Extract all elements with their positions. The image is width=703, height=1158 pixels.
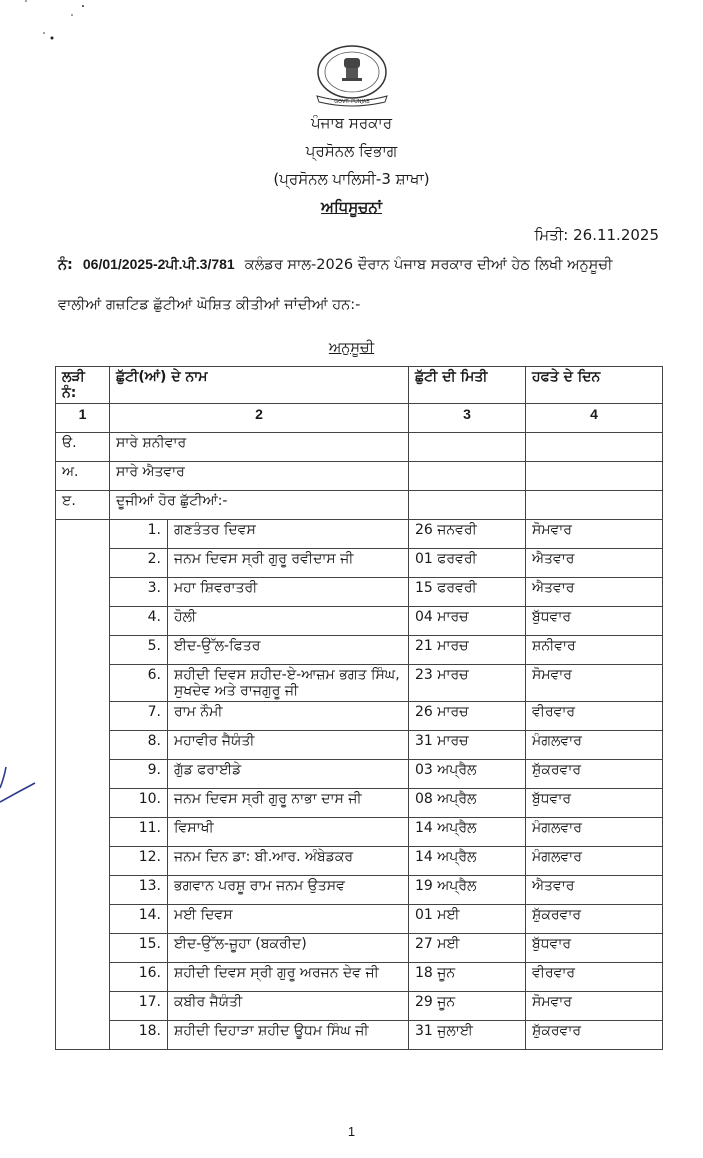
schedule-title: ਅਨੁਸੂਚੀ [328, 340, 375, 356]
holiday-row [56, 905, 663, 934]
svg-text:GOVT. PUNJAB: GOVT. PUNJAB [334, 99, 370, 105]
holiday-weekday: ਵੀਰਵਾਰ [526, 702, 663, 731]
group-name: ਦੂਜੀਆਂ ਹੋਰ ਛੁੱਟੀਆਂ:- [110, 491, 409, 520]
holiday-weekday: ਬੁੱਧਵਾਰ [526, 607, 663, 636]
group-date [409, 433, 526, 462]
holiday-number: 6. [110, 665, 168, 702]
holiday-weekday: ਐਤਵਾਰ [526, 578, 663, 607]
branch-name: (ਪ੍ਰਸੋਨਲ ਪਾਲਿਸੀ-3 ਸ਼ਾਖਾ) [273, 170, 430, 188]
holiday-weekday: ਮੰਗਲਵਾਰ [526, 847, 663, 876]
holiday-name: ਈਦ-ਉੱਲ-ਜ਼ੂਹਾ (ਬਕਰੀਦ) [168, 934, 409, 963]
reference-number: 06/01/2025-2ਪੀ.ਪੀ.3/781 [82, 256, 235, 272]
holiday-number: 17. [110, 992, 168, 1021]
holiday-date: 31 ਮਾਰਚ [409, 731, 526, 760]
table-header-row [56, 367, 663, 404]
holiday-weekday: ਬੁੱਧਵਾਰ [526, 934, 663, 963]
holiday-name: ਕਬੀਰ ਜੈਯੰਤੀ [168, 992, 409, 1021]
holiday-row [56, 934, 663, 963]
holiday-weekday: ਸ਼ੁੱਕਰਵਾਰ [526, 1021, 663, 1050]
holiday-weekday: ਵੀਰਵਾਰ [526, 963, 663, 992]
holiday-date: 19 ਅਪ੍ਰੈਲ [409, 876, 526, 905]
holiday-weekday: ਸ਼ੁੱਕਰਵਾਰ [526, 760, 663, 789]
holiday-name: ਵਿਸਾਖੀ [168, 818, 409, 847]
number-label: ਨੰ: [58, 257, 73, 273]
holiday-row [56, 549, 663, 578]
column-number-row [56, 404, 663, 433]
holiday-name: ਗੁੱਡ ਫਰਾਈਡੇ [168, 760, 409, 789]
holiday-number: 7. [110, 702, 168, 731]
notice-title: ਅਧਿਸੂਚਨਾਂ [321, 198, 382, 216]
holiday-date: 01 ਫਰਵਰੀ [409, 549, 526, 578]
group-day [526, 462, 663, 491]
government-name: ਪੰਜਾਬ ਸਰਕਾਰ [311, 114, 392, 132]
holiday-number: 14. [110, 905, 168, 934]
holiday-date: 04 ਮਾਰਚ [409, 607, 526, 636]
header-date: ਛੁੱਟੀ ਦੀ ਮਿਤੀ [409, 367, 526, 404]
holiday-number: 2. [110, 549, 168, 578]
holiday-row [56, 992, 663, 1021]
page-number: 1 [347, 1124, 356, 1139]
holiday-name: ਸ਼ਹੀਦੀ ਦਿਵਸ ਸ੍ਰੀ ਗੁਰੂ ਅਰਜਨ ਦੇਵ ਜੀ [168, 963, 409, 992]
header-serial: ਲੜੀ ਨੰ: [56, 367, 110, 404]
group-date [409, 462, 526, 491]
holiday-date: 14 ਅਪ੍ਰੈਲ [409, 847, 526, 876]
holiday-weekday: ਮੰਗਲਵਾਰ [526, 731, 663, 760]
holiday-number: 13. [110, 876, 168, 905]
column-number: 3 [409, 404, 526, 433]
holiday-row [56, 760, 663, 789]
group-name: ਸਾਰੇ ਸ਼ਨੀਵਾਰ [110, 433, 409, 462]
handwritten-signature-mark [0, 740, 40, 810]
holiday-row [56, 578, 663, 607]
government-emblem-seal [297, 44, 407, 110]
group-label: ਅ. [56, 462, 110, 491]
holiday-date: 03 ਅਪ੍ਰੈਲ [409, 760, 526, 789]
holiday-number: 10. [110, 789, 168, 818]
header-holiday-name: ਛੁੱਟੀ(ਆਂ) ਦੇ ਨਾਮ [110, 367, 409, 404]
holiday-date: 01 ਮਈ [409, 905, 526, 934]
holiday-weekday: ਐਤਵਾਰ [526, 876, 663, 905]
holiday-row [56, 731, 663, 760]
group-day [526, 491, 663, 520]
holiday-date: 26 ਮਾਰਚ [409, 702, 526, 731]
department-name: ਪ੍ਰਸੋਨਲ ਵਿਭਾਗ [305, 142, 398, 160]
holiday-date: 31 ਜੁਲਾਈ [409, 1021, 526, 1050]
holiday-name: ਈਦ-ਉੱਲ-ਫਿਤਰ [168, 636, 409, 665]
holiday-row [56, 876, 663, 905]
holiday-name: ਜਨਮ ਦਿਵਸ ਸ੍ਰੀ ਗੁਰੂ ਨਾਭਾ ਦਾਸ ਜੀ [168, 789, 409, 818]
holiday-number: 11. [110, 818, 168, 847]
holiday-number: 5. [110, 636, 168, 665]
holiday-name: ਭਗਵਾਨ ਪਰਸ਼ੂ ਰਾਮ ਜਨਮ ਉਤਸਵ [168, 876, 409, 905]
group-name: ਸਾਰੇ ਐਤਵਾਰ [110, 462, 409, 491]
holiday-weekday: ਸ਼ੁੱਕਰਵਾਰ [526, 905, 663, 934]
group-row [56, 491, 663, 520]
holiday-table [55, 366, 663, 1050]
holiday-weekday: ਐਤਵਾਰ [526, 549, 663, 578]
holiday-number: 9. [110, 760, 168, 789]
column-number: 2 [110, 404, 409, 433]
holiday-row [56, 665, 663, 702]
group-row [56, 433, 663, 462]
holiday-number: 15. [110, 934, 168, 963]
holiday-row [56, 789, 663, 818]
holiday-number: 4. [110, 607, 168, 636]
holiday-row [56, 1021, 663, 1050]
holiday-date: 29 ਜੂਨ [409, 992, 526, 1021]
holiday-date: 23 ਮਾਰਚ [409, 665, 526, 702]
group-day [526, 433, 663, 462]
holiday-date: 26 ਜਨਵਰੀ [409, 520, 526, 549]
holiday-weekday: ਸੋਮਵਾਰ [526, 665, 663, 702]
holiday-name: ਜਨਮ ਦਿਵਸ ਸ੍ਰੀ ਗੁਰੂ ਰਵੀਦਾਸ ਜੀ [168, 549, 409, 578]
holiday-number: 18. [110, 1021, 168, 1050]
header-weekday: ਹਫਤੇ ਦੇ ਦਿਨ [526, 367, 663, 404]
holiday-date: 18 ਜੂਨ [409, 963, 526, 992]
holiday-date: 08 ਅਪ੍ਰੈਲ [409, 789, 526, 818]
holiday-number: 16. [110, 963, 168, 992]
holiday-date: 15 ਫਰਵਰੀ [409, 578, 526, 607]
body-text-1: ਕਲੰਡਰ ਸਾਲ-2026 ਦੌਰਾਨ ਪੰਜਾਬ ਸਰਕਾਰ ਦੀਆਂ ਹੇਠ ਲਿਖੀ ਅਨੁਸੂਚੀ [244, 257, 613, 273]
holiday-weekday: ਸੋਮਵਾਰ [526, 992, 663, 1021]
holiday-row [56, 818, 663, 847]
column-number: 1 [56, 404, 110, 433]
holiday-row [56, 636, 663, 665]
holiday-date: 27 ਮਈ [409, 934, 526, 963]
serial-group-cell [56, 520, 110, 1050]
column-number: 4 [526, 404, 663, 433]
holiday-name: ਗਣਤੰਤਰ ਦਿਵਸ [168, 520, 409, 549]
holiday-number: 1. [110, 520, 168, 549]
holiday-name: ਮਈ ਦਿਵਸ [168, 905, 409, 934]
holiday-name: ਸ਼ਹੀਦੀ ਦਿਵਸ ਸ਼ਹੀਦ-ਏ-ਆਜ਼ਮ ਭਗਤ ਸਿੰਘ, ਸੁਖਦੇਵ ਅਤੇ ਰਾਜਗੁਰੂ ਜੀ [168, 665, 409, 702]
holiday-name: ਮਹਾਵੀਰ ਜੈਯੰਤੀ [168, 731, 409, 760]
holiday-weekday: ਬੁੱਧਵਾਰ [526, 789, 663, 818]
holiday-row [56, 702, 663, 731]
holiday-date: 14 ਅਪ੍ਰੈਲ [409, 818, 526, 847]
holiday-name: ਮਹਾ ਸ਼ਿਵਰਾਤਰੀ [168, 578, 409, 607]
body-line-2: ਵਾਲੀਆਂ ਗਜ਼ਟਿਡ ਛੁੱਟੀਆਂ ਘੋਸ਼ਿਤ ਕੀਤੀਆਂ ਜਾਂਦੀਆਂ ਹਨ:- [58, 297, 361, 313]
holiday-weekday: ਮੰਗਲਵਾਰ [526, 818, 663, 847]
holiday-number: 8. [110, 731, 168, 760]
holiday-name: ਸ਼ਹੀਦੀ ਦਿਹਾੜਾ ਸ਼ਹੀਦ ਊਧਮ ਸਿੰਘ ਜੀ [168, 1021, 409, 1050]
holiday-number: 12. [110, 847, 168, 876]
holiday-date: 21 ਮਾਰਚ [409, 636, 526, 665]
holiday-row [56, 963, 663, 992]
holiday-number: 3. [110, 578, 168, 607]
holiday-weekday: ਸ਼ਨੀਵਾਰ [526, 636, 663, 665]
holiday-name: ਹੋਲੀ [168, 607, 409, 636]
body-line-1 [58, 256, 612, 273]
holiday-weekday: ਸੋਮਵਾਰ [526, 520, 663, 549]
holiday-row [56, 520, 663, 549]
holiday-row [56, 607, 663, 636]
holiday-name: ਜਨਮ ਦਿਨ ਡਾ: ਬੀ.ਆਰ. ਅੰਬੇਡਕਰ [168, 847, 409, 876]
group-date [409, 491, 526, 520]
holiday-row [56, 847, 663, 876]
holiday-name: ਰਾਮ ਨੌਮੀ [168, 702, 409, 731]
notice-date: ਮਿਤੀ: 26.11.2025 [534, 226, 659, 244]
group-label: ੳ. [56, 433, 110, 462]
group-label: ੲ. [56, 491, 110, 520]
scan-specks [20, 0, 100, 50]
group-row [56, 462, 663, 491]
